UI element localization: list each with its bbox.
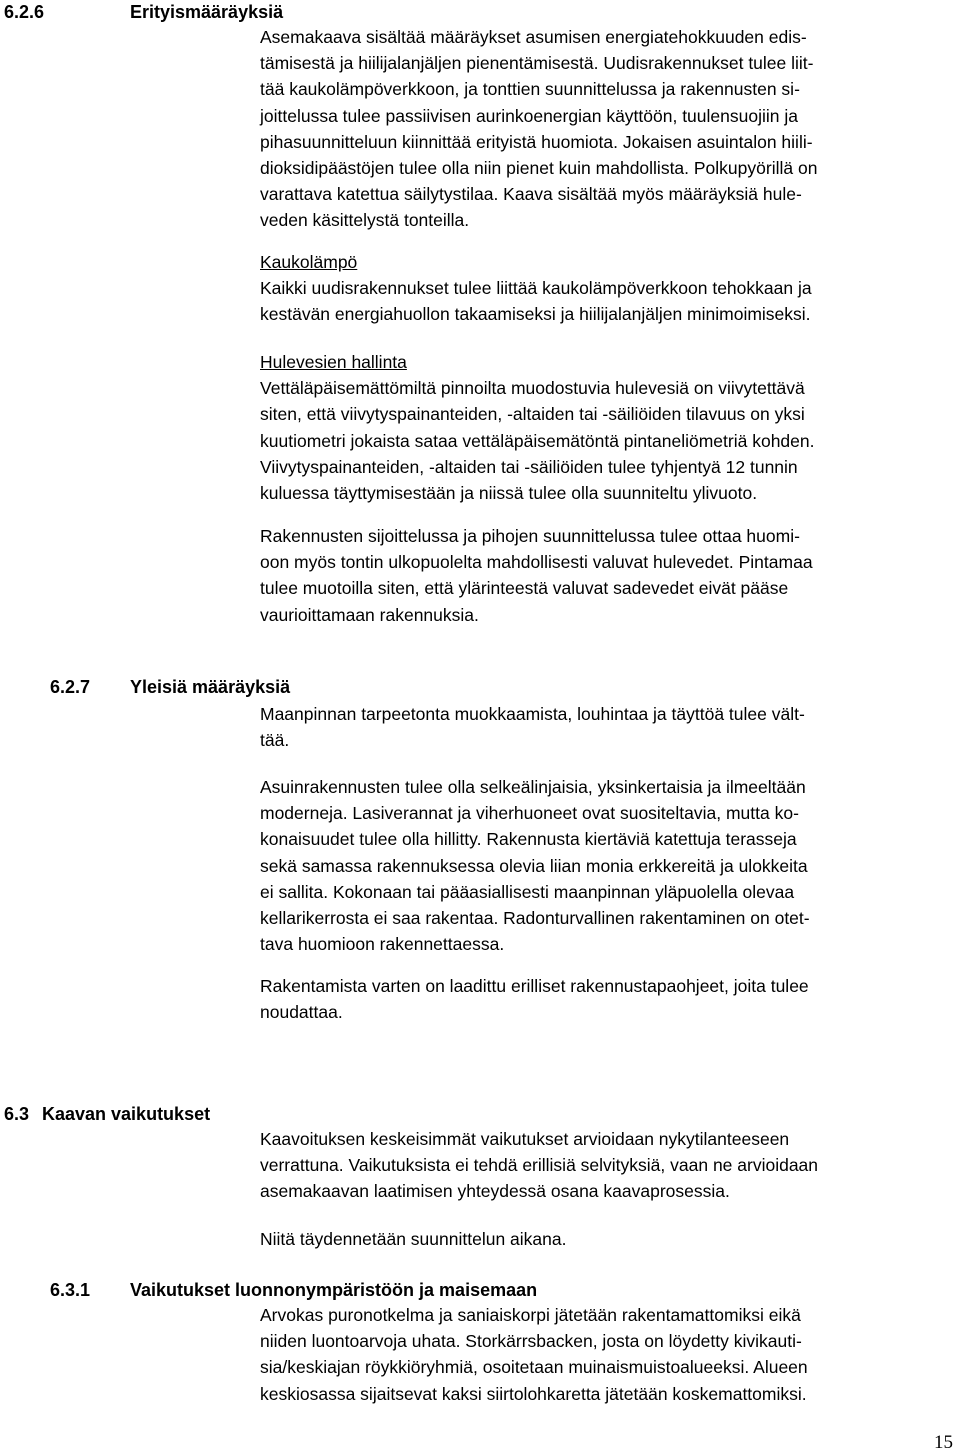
section-number-6-3: 6.3 [4,1104,30,1124]
text-line: oon myös tontin ulkopuolelta mahdollisesti valuvat hulevedet. Pintamaa [260,552,813,573]
text-line: niiden luontoarvoja uhata. Storkärrsbacken, josta on löydetty kivikauti- [260,1331,802,1352]
text-line: Asemakaava sisältää määräykset asumisen energiatehokkuuden edis- [260,27,807,47]
text-line: Kaikki uudisrakennukset tulee liittää kaukolämpöverkkoon tehokkaan ja [260,278,812,299]
text-line: Rakentamista varten on laadittu erilliset rakennustapaohjeet, joita tulee [260,976,809,996]
subheading-kaukolampo: Kaukolämpö [260,252,358,272]
text-line: asemakaavan laatimisen yhteydessä osana kaavaprosessia. [260,1181,730,1202]
paragraph-hulevedet [260,523,957,628]
text-line: dioksidipäästöjen tulee olla niin pienet kuin mahdollista. Polkupyörillä on [260,158,818,179]
text-line: joittelussa tulee passiivisen aurinkoenergian käyttöön, tuulensuojiin ja [260,105,798,126]
text-line: varattava katettua säilytystilaa. Kaava sisältää myös määräyksiä hule- [260,184,802,205]
text-line: vaurioittamaan rakennuksia. [260,604,479,625]
text-line: tää. [260,730,290,751]
text-line: kuluessa täyttymisestään ja niissä tulee olla suunniteltu ylivuoto. [260,483,758,504]
paragraph-asuinrakennukset [260,774,957,957]
text-line: moderneja. Lasiverannat ja viherhuoneet ovat suositeltavia, mutta ko- [260,803,799,824]
section-number-6-2-7: 6.2.7 [50,677,91,697]
text-line: tulee muotoilla siten, että ylärinteestä valuvat sadevedet eivät pääse [260,578,789,599]
text-line: Rakennusten sijoittelussa ja pihojen suunnittelussa tulee ottaa huomi- [260,526,800,546]
text-line: siten, että viivytyspainanteiden, -altaiden tai -säiliöiden tilavuus on yksi [260,404,805,425]
text-line: kestävän energiahuollon takaamiseksi ja hiilijalanjäljen minimoimiseksi. [260,304,811,325]
subsection-kaukolampo [260,249,957,328]
text-line: Vettäläpäisemättömiltä pinnoilta muodostuvia hulevesiä on viivytettävä [260,378,805,399]
section-title-6-2-7: Yleisiä määräyksiä [130,677,291,697]
text-line: ei sallita. Kokonaan tai pääasiallisesti maanpinnan yläpuolella olevaa [260,881,795,902]
text-line: Maanpinnan tarpeetonta muokkaamista, louhintaa ja täyttöä tulee vält- [260,704,805,724]
text-line: veden käsittelystä tonteilla. [260,210,470,231]
text-line: sekä samassa rakennuksessa olevia liian monia erkkereitä ja ulokkeita [260,855,808,876]
section-title-6-2-6: Erityismääräyksiä [130,2,284,22]
text-line: tämisestä ja hiilijalanjäljen pienentämisestä. Uudisrakennukset tulee liit- [260,53,814,74]
paragraph-maanpinta [260,701,957,753]
text-line: tava huomioon rakennettaessa. [260,934,505,955]
text-line: pihasuunnitteluun kiinnittää erityistä huomiota. Jokaisen asuintalon hiili- [260,131,813,152]
text-line: tää kaukolämpöverkkoon, ja tonttien suunnittelussa ja rakennusten si- [260,79,800,100]
paragraph-luonnonymparisto [260,1302,957,1407]
text-line: verrattuna. Vaikutuksista ei tehdä erillisiä selvityksiä, vaan ne arvioidaan [260,1155,819,1176]
section-number-6-3-1: 6.3.1 [50,1280,91,1300]
text-line: noudattaa. [260,1002,343,1023]
paragraph-taydennetaan [260,1226,957,1252]
paragraph-vaikutukset [260,1126,957,1205]
text-line: Arvokas puronotkelma ja saniaiskorpi jätetään rakentamattomiksi eikä [260,1305,801,1325]
text-line: konaisuudet tulee olla hillitty. Rakennusta kiertäviä katettuja terasseja [260,829,797,850]
text-line: Niitä täydennetään suunnittelun aikana. [260,1229,567,1249]
text-line: Kaavoituksen keskeisimmät vaikutukset arvioidaan nykytilanteeseen [260,1129,790,1149]
paragraph-energy [260,24,957,234]
text-line: keskiosassa sijaitsevat kaksi siirtolohkaretta jätetään koskemattomiksi. [260,1383,807,1404]
section-title-6-3-1: Vaikutukset luonnonympäristöön ja maisemaan [130,1280,538,1300]
subheading-hulevesien-hallinta: Hulevesien hallinta [260,352,407,372]
page-number: 15 [934,1432,953,1453]
section-number-6-2-6: 6.2.6 [4,2,45,22]
text-line: sia/keskiajan röykkiöryhmiä, osoitetaan muinaismuistoalueeksi. Alueen [260,1357,808,1378]
text-line: Asuinrakennusten tulee olla selkeälinjaisia, yksinkertaisia ja ilmeeltään [260,777,806,797]
text-line: Viivytyspainanteiden, -altaiden tai -säiliöiden tulee tyhjentyä 12 tunnin [260,456,798,477]
paragraph-rakennustapaohjeet [260,973,957,1025]
section-title-6-3: Kaavan vaikutukset [42,1104,211,1124]
subsection-hulevesien-hallinta [260,349,957,506]
text-line: kuutiometri jokaista sataa vettäläpäisemätöntä pintaneliömetriä kohden. [260,430,815,451]
text-line: kellarikerrosta ei saa rakentaa. Radonturvallinen rakentaminen on otet- [260,908,810,929]
